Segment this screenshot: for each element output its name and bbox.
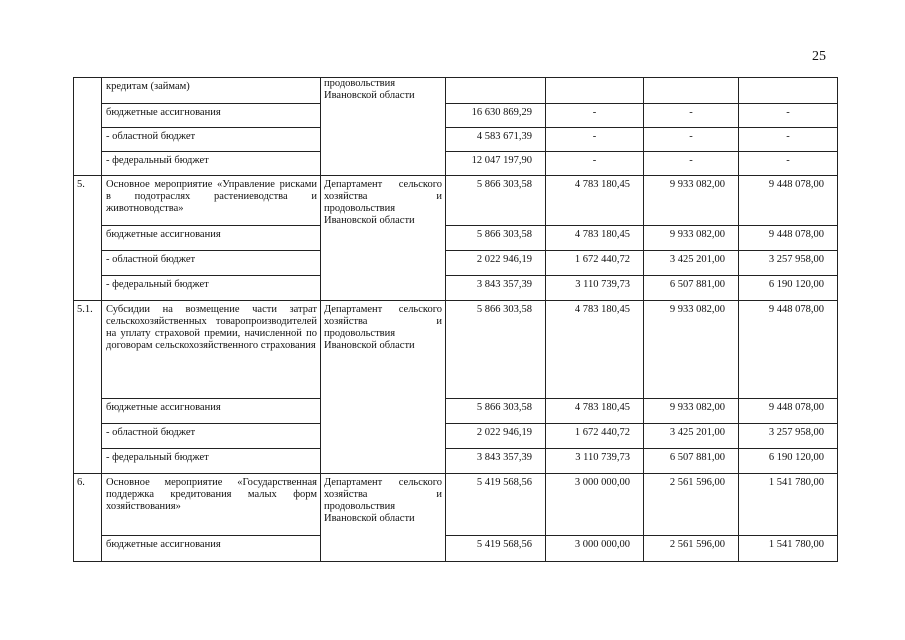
amount-cell: -: [546, 128, 644, 152]
amount-cell: 5 866 303,58: [446, 226, 546, 251]
amount-cell: 3 425 201,00: [644, 424, 739, 449]
executor-cell: [321, 78, 446, 176]
table-row: [74, 78, 838, 104]
executor-cell: [321, 176, 446, 301]
amount-cell: 6 507 881,00: [644, 276, 739, 301]
amount-cell: 16 630 869,29: [446, 104, 546, 128]
activity-name-cell: - федеральный бюджет: [102, 449, 321, 474]
activity-name-cell: - областной бюджет: [102, 424, 321, 449]
table-row: [74, 399, 838, 424]
activity-name-cell: бюджетные ассигнования: [102, 536, 321, 562]
amount-cell: 4 583 671,39: [446, 128, 546, 152]
activity-name-cell: Основное мероприятие «Государственная поддержка кредитования малых форм хозяйствования»: [102, 474, 321, 536]
activity-name-cell: Основное мероприятие «Управление рисками в подотраслях растениеводства и животноводства»: [102, 176, 321, 226]
amount-cell: -: [644, 128, 739, 152]
amount-cell: 9 448 078,00: [739, 226, 838, 251]
amount-cell: 3 110 739,73: [546, 449, 644, 474]
amount-cell: 4 783 180,45: [546, 176, 644, 226]
row-number-cell: 6.: [74, 474, 102, 562]
activity-name-cell: - федеральный бюджет: [102, 276, 321, 301]
amount-cell: -: [739, 128, 838, 152]
amount-cell: [546, 78, 644, 104]
activity-name-cell: бюджетные ассигнования: [102, 399, 321, 424]
amount-cell: 3 110 739,73: [546, 276, 644, 301]
executor-cell: [321, 301, 446, 474]
amount-cell: 9 933 082,00: [644, 399, 739, 424]
amount-cell: 9 933 082,00: [644, 176, 739, 226]
amount-cell: 3 000 000,00: [546, 536, 644, 562]
activity-name-cell: - областной бюджет: [102, 251, 321, 276]
row-number-cell: [74, 78, 102, 176]
amount-cell: 5 866 303,58: [446, 301, 546, 399]
amount-cell: 1 541 780,00: [739, 536, 838, 562]
executor-text: продовольствия Ивановской области: [324, 78, 415, 101]
table-row: [74, 152, 838, 176]
budget-table: [73, 77, 838, 562]
amount-cell: -: [546, 104, 644, 128]
amount-cell: 5 866 303,58: [446, 399, 546, 424]
executor-text: Департамент сельского хозяйства и продовольствия Ивановской области: [324, 304, 442, 351]
amount-cell: [739, 78, 838, 104]
table-row: [74, 301, 838, 399]
amount-cell: 2 022 946,19: [446, 251, 546, 276]
table-row: [74, 424, 838, 449]
table-row: [74, 251, 838, 276]
activity-name-cell: - федеральный бюджет: [102, 152, 321, 176]
amount-cell: -: [644, 152, 739, 176]
amount-cell: 2 561 596,00: [644, 474, 739, 536]
row-number-cell: 5.: [74, 176, 102, 301]
activity-name-cell: кредитам (займам): [102, 78, 321, 104]
amount-cell: 5 419 568,56: [446, 474, 546, 536]
table-row: [74, 449, 838, 474]
amount-cell: 9 448 078,00: [739, 301, 838, 399]
amount-cell: -: [644, 104, 739, 128]
activity-name-cell: - областной бюджет: [102, 128, 321, 152]
amount-cell: 3 000 000,00: [546, 474, 644, 536]
table-row: [74, 276, 838, 301]
amount-cell: 3 257 958,00: [739, 424, 838, 449]
page-number: 25: [812, 49, 826, 64]
amount-cell: 9 933 082,00: [644, 226, 739, 251]
amount-cell: 9 448 078,00: [739, 399, 838, 424]
amount-cell: 3 843 357,39: [446, 276, 546, 301]
table-row: [74, 536, 838, 562]
amount-cell: 6 190 120,00: [739, 276, 838, 301]
amount-cell: 5 419 568,56: [446, 536, 546, 562]
amount-cell: 6 190 120,00: [739, 449, 838, 474]
amount-cell: [446, 78, 546, 104]
row-number-cell: 5.1.: [74, 301, 102, 474]
table-row: [74, 474, 838, 536]
table-row: [74, 104, 838, 128]
executor-text: Департамент сельского хозяйства и продовольствия Ивановской области: [324, 179, 442, 226]
amount-cell: 6 507 881,00: [644, 449, 739, 474]
executor-text: Департамент сельского хозяйства и продовольствия Ивановской области: [324, 477, 442, 524]
table-row: [74, 128, 838, 152]
amount-cell: 4 783 180,45: [546, 301, 644, 399]
amount-cell: 9 448 078,00: [739, 176, 838, 226]
amount-cell: 4 783 180,45: [546, 226, 644, 251]
amount-cell: -: [546, 152, 644, 176]
amount-cell: 2 561 596,00: [644, 536, 739, 562]
amount-cell: 3 257 958,00: [739, 251, 838, 276]
amount-cell: [644, 78, 739, 104]
amount-cell: 2 022 946,19: [446, 424, 546, 449]
amount-cell: 5 866 303,58: [446, 176, 546, 226]
table-row: [74, 176, 838, 226]
executor-cell: [321, 474, 446, 562]
amount-cell: 1 541 780,00: [739, 474, 838, 536]
table-row: [74, 226, 838, 251]
amount-cell: 4 783 180,45: [546, 399, 644, 424]
amount-cell: -: [739, 152, 838, 176]
activity-name-cell: бюджетные ассигнования: [102, 226, 321, 251]
activity-name-cell: Субсидии на возмещение части затрат сельскохозяйственных товаропроизводителей на уплату страховой премии, начисленной по договорам сельскохозяйственного страхования: [102, 301, 321, 399]
amount-cell: 1 672 440,72: [546, 251, 644, 276]
amount-cell: 12 047 197,90: [446, 152, 546, 176]
activity-name-cell: бюджетные ассигнования: [102, 104, 321, 128]
amount-cell: 3 843 357,39: [446, 449, 546, 474]
amount-cell: -: [739, 104, 838, 128]
amount-cell: 1 672 440,72: [546, 424, 644, 449]
amount-cell: 3 425 201,00: [644, 251, 739, 276]
amount-cell: 9 933 082,00: [644, 301, 739, 399]
